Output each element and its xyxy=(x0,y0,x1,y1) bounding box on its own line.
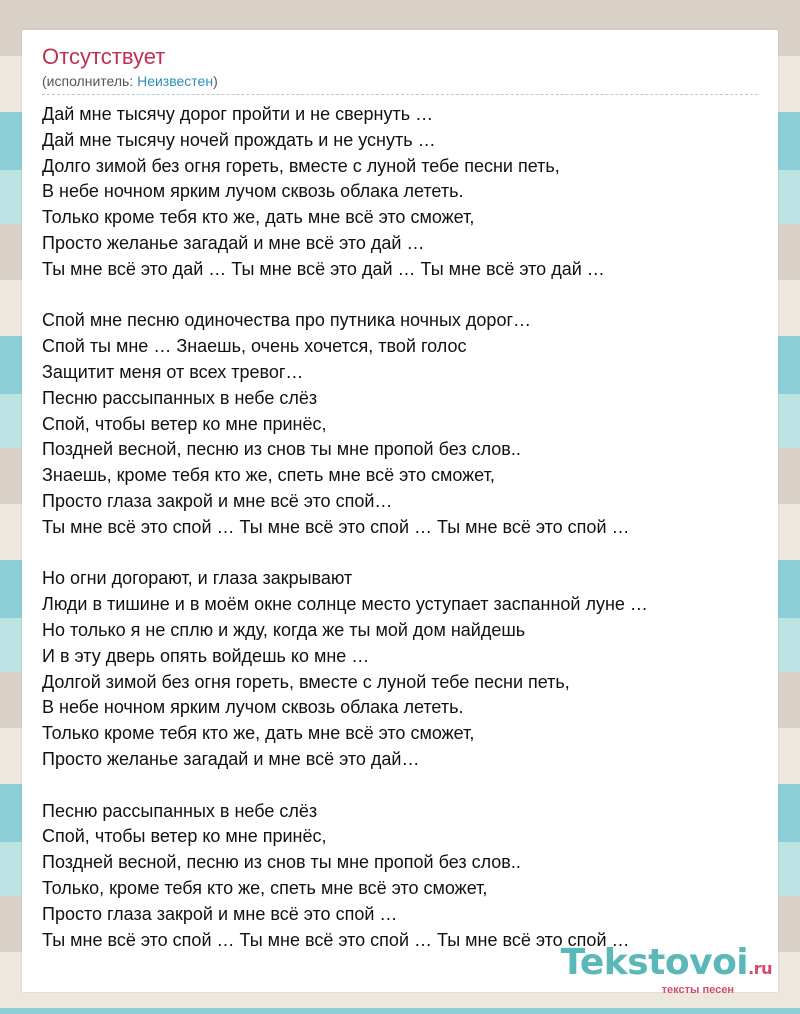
lyric-line: Просто глаза закрой и мне всё это спой… xyxy=(42,490,393,511)
lyric-line: Ты мне всё это спой … Ты мне всё это спой … Ты мне всё это спой … xyxy=(42,929,630,950)
lyric-line: Поздней весной, песню из снов ты мне пропой без слов.. xyxy=(42,439,521,460)
lyric-line: Долго зимой без огня гореть, вместе с луной тебе песни петь, xyxy=(42,155,560,176)
artist-link[interactable]: Неизвестен xyxy=(137,73,214,89)
stanza-break xyxy=(42,541,758,567)
logo-tagline: тексты песен xyxy=(661,984,734,996)
lyric-line: Песню рассыпанных в небе слёз xyxy=(42,387,318,408)
lyrics-card xyxy=(22,30,778,992)
song-title: Отсутствует xyxy=(42,44,166,69)
lyric-line: Просто желанье загадай и мне всё это дай … xyxy=(42,232,425,253)
logo-wordmark xyxy=(561,944,772,988)
stanza-break xyxy=(42,773,758,799)
logo-name: Tekstovoi xyxy=(560,942,749,983)
artist-suffix: ) xyxy=(213,73,218,89)
artist-line xyxy=(42,72,758,95)
lyric-line: И в эту дверь опять войдешь ко мне … xyxy=(42,645,370,666)
lyric-line: Только кроме тебя кто же, дать мне всё это сможет, xyxy=(42,207,475,228)
lyric-line: Спой ты мне … Знаешь, очень хочется, твой голос xyxy=(42,336,467,357)
lyric-line: Поздней весной, песню из снов ты мне пропой без слов.. xyxy=(42,852,521,873)
lyric-line: Защитит меня от всех тревог… xyxy=(42,361,304,382)
lyric-line: Ты мне всё это спой … Ты мне всё это спой … Ты мне всё это спой … xyxy=(42,516,630,537)
lyric-line: Только кроме тебя кто же, дать мне всё это сможет, xyxy=(42,723,475,744)
lyric-line: Просто глаза закрой и мне всё это спой … xyxy=(42,903,398,924)
lyric-line: Но только я не сплю и жду, когда же ты мой дом найдешь xyxy=(42,619,526,640)
stanza-break xyxy=(42,283,758,309)
logo-tld: .ru xyxy=(748,959,772,978)
lyric-line: Люди в тишине и в моём окне солнце место уступает заспанной луне … xyxy=(42,594,648,615)
lyrics-body xyxy=(42,102,758,953)
lyric-line: Но огни догорают, и глаза закрывают xyxy=(42,568,353,589)
lyric-line: Дай мне тысячу ночей прождать и не уснуть … xyxy=(42,129,436,150)
artist-prefix: (исполнитель: xyxy=(42,73,138,89)
lyric-line: Только, кроме тебя кто же, спеть мне всё это сможет, xyxy=(42,877,488,898)
lyric-line: Спой, чтобы ветер ко мне принёс, xyxy=(42,413,327,434)
lyric-line: Спой, чтобы ветер ко мне принёс, xyxy=(42,826,327,847)
lyric-line: В небе ночном ярким лучом сквозь облака лететь. xyxy=(42,181,464,202)
lyric-line: В небе ночном ярким лучом сквозь облака лететь. xyxy=(42,697,464,718)
lyric-line: Ты мне всё это дай … Ты мне всё это дай … Ты мне всё это дай … xyxy=(42,258,605,279)
lyric-line: Долгой зимой без огня гореть, вместе с луной тебе песни петь, xyxy=(42,671,570,692)
lyric-line: Знаешь, кроме тебя кто же, спеть мне всё это сможет, xyxy=(42,465,495,486)
lyric-line: Спой мне песню одиночества про путника ночных дорог… xyxy=(42,310,532,331)
lyric-line: Просто желанье загадай и мне всё это дай… xyxy=(42,748,420,769)
site-logo[interactable] xyxy=(561,944,772,996)
lyric-line: Дай мне тысячу дорог пройти и не свернуть … xyxy=(42,104,434,124)
lyric-line: Песню рассыпанных в небе слёз xyxy=(42,800,318,821)
